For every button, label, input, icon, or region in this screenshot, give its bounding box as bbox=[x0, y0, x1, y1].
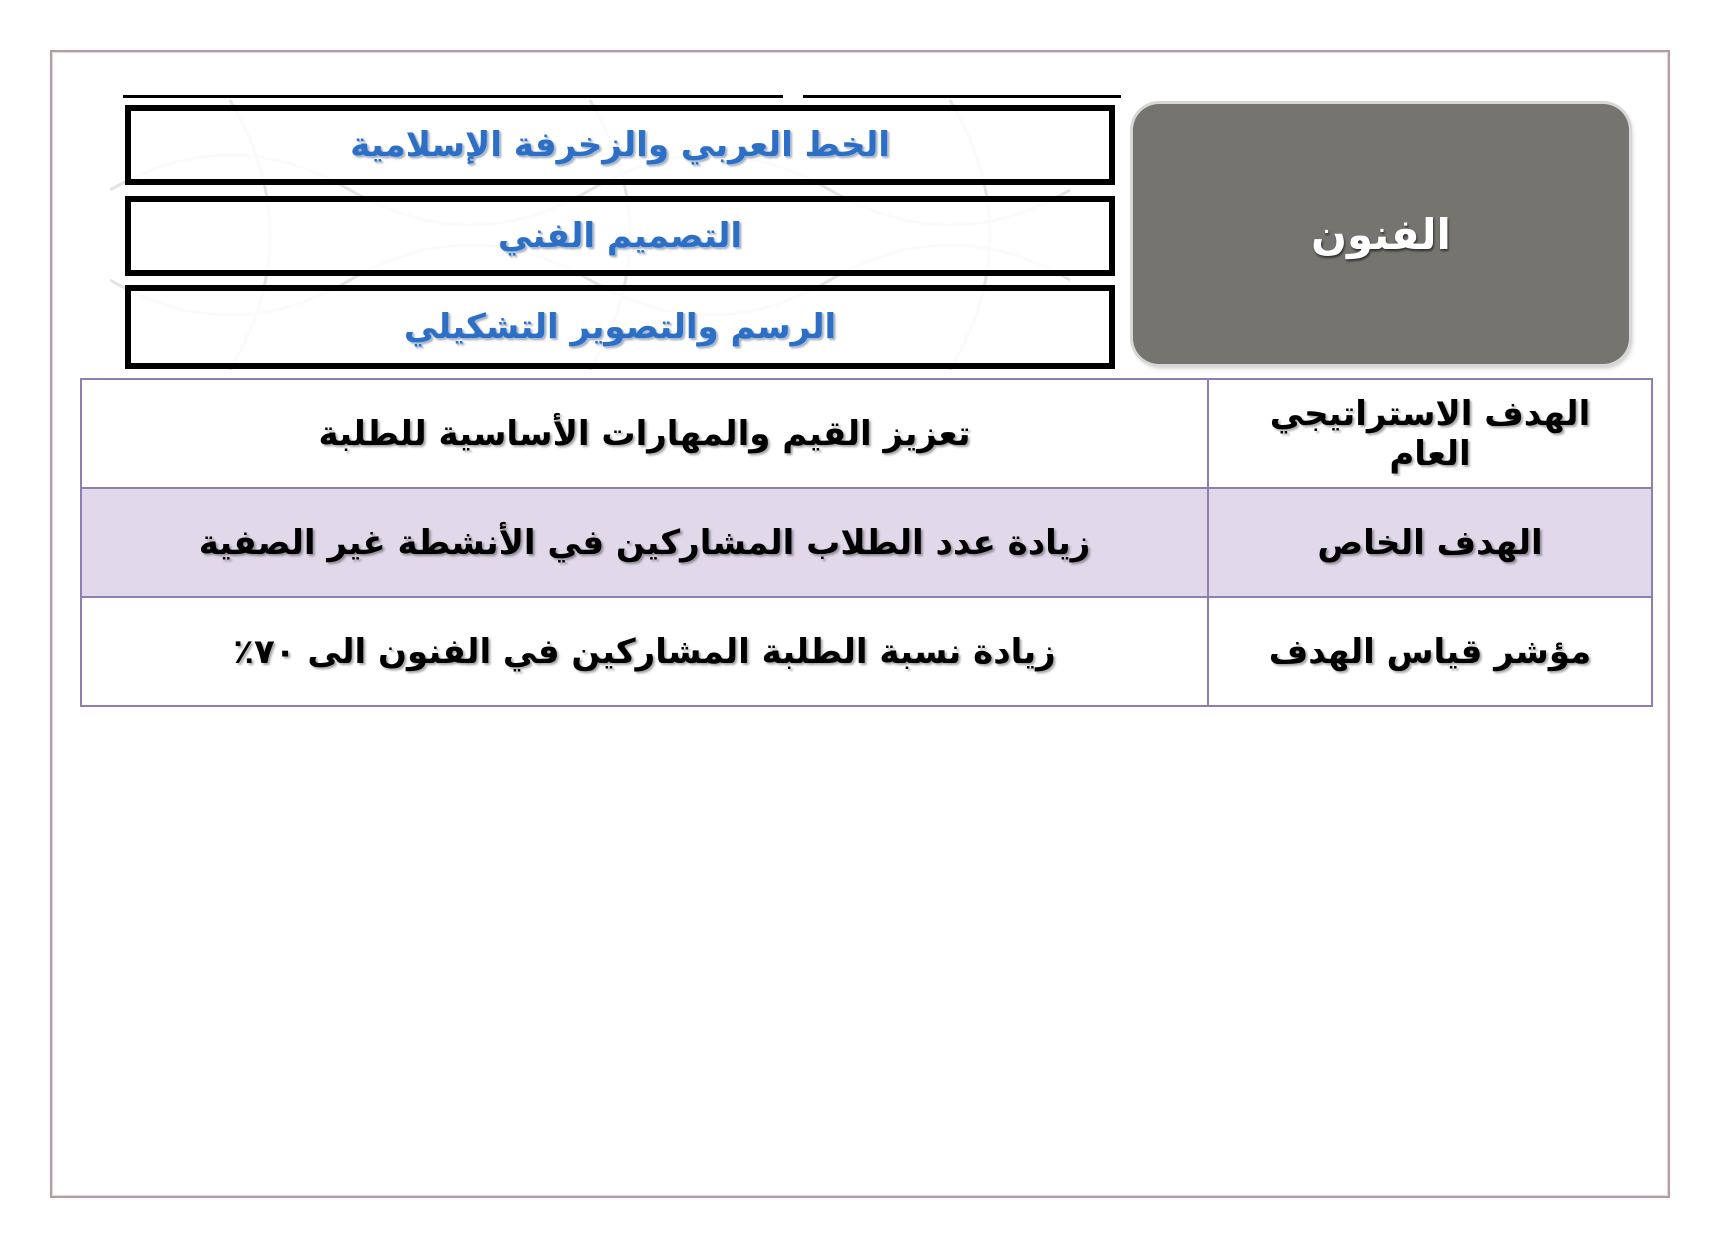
table-row bbox=[81, 379, 1652, 488]
goals-table bbox=[80, 378, 1653, 707]
category-badge bbox=[1133, 104, 1629, 364]
branch-painting-label: الرسم والتصوير التشكيلي bbox=[403, 307, 837, 347]
specific-goal-value: زيادة عدد الطلاب المشاركين في الأنشطة غير الصفية bbox=[81, 488, 1208, 597]
branch-calligraphy-label: الخط العربي والزخرفة الإسلامية bbox=[350, 125, 890, 165]
category-badge-label: الفنون bbox=[1311, 209, 1451, 259]
branch-painting-box bbox=[125, 285, 1115, 369]
strategic-goal-value: تعزيز القيم والمهارات الأساسية للطلبة bbox=[81, 379, 1208, 488]
branch-design-label: التصميم الفني bbox=[497, 216, 743, 256]
table-row bbox=[81, 597, 1652, 706]
top-rule-left bbox=[123, 95, 783, 98]
table-row bbox=[81, 488, 1652, 597]
indicator-value: زيادة نسبة الطلبة المشاركين في الفنون الى ٧٠٪ bbox=[81, 597, 1208, 706]
specific-goal-label: الهدف الخاص bbox=[1208, 488, 1652, 597]
indicator-label: مؤشر قياس الهدف bbox=[1208, 597, 1652, 706]
branch-calligraphy-box bbox=[125, 105, 1115, 185]
strategic-goal-label: الهدف الاستراتيجي العام bbox=[1208, 379, 1652, 488]
top-rule-right bbox=[803, 95, 1121, 98]
branch-design-box bbox=[125, 196, 1115, 276]
